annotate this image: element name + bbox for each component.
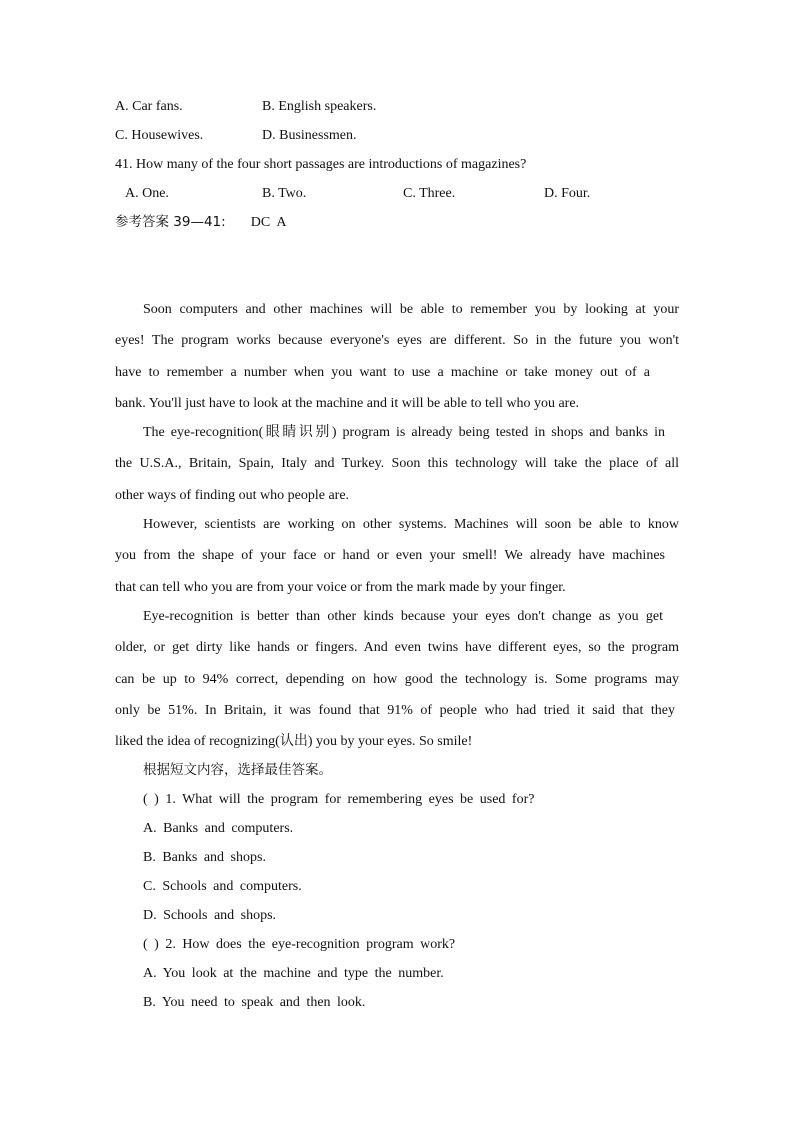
instruction: 根据短文内容，选择最佳答案。 — [143, 762, 332, 778]
passage-p3-line2: you from the shape of your face or hand or even your smell! We already have machines — [115, 548, 665, 563]
q2-option-a: A. You look at the machine and type the number. — [143, 966, 444, 981]
q1-option-a: A. Banks and computers. — [143, 821, 294, 836]
answer-key-value: DC A — [250, 215, 287, 230]
passage-p4-line4: only be 51%. In Britain, it was found that 91% of people who had tried it said that they — [115, 703, 675, 718]
passage-p1-line3: have to remember a number when you want to use a machine or take money out of a — [115, 365, 650, 380]
q41-option-b: B. Two. — [262, 186, 307, 201]
q1-option-c: C. Schools and computers. — [143, 879, 302, 894]
q40-option-d: D. Businessmen. — [262, 128, 357, 143]
q40-option-a: A. Car fans. — [115, 99, 183, 114]
q41-stem: 41. How many of the four short passages are introductions of magazines? — [115, 157, 527, 172]
q1-option-b: B. Banks and shops. — [143, 850, 266, 865]
q41-option-a: A. One. — [125, 186, 169, 201]
q41-option-d: D. Four. — [544, 186, 591, 201]
passage-p3-line1: However, scientists are working on other systems. Machines will soon be able to know — [143, 517, 679, 532]
passage-p4-line3: can be up to 94% correct, depending on how good the technology is. Some programs may — [115, 672, 679, 687]
passage-p2-line2: the U.S.A., Britain, Spain, Italy and Turkey. Soon this technology will take the place of all — [115, 456, 679, 471]
passage-p1-line4: bank. You'll just have to look at the machine and it will be able to tell who you are. — [115, 396, 580, 411]
q40-option-c: C. Housewives. — [115, 128, 204, 143]
passage-p4-line5: liked the idea of recognizing(认出) you by your eyes. So smile! — [115, 734, 473, 749]
passage-p3-line3: that can tell who you are from your voice or from the mark made by your finger. — [115, 580, 566, 595]
q41-option-c: C. Three. — [403, 186, 456, 201]
q40-option-b: B. English speakers. — [262, 99, 377, 114]
q2-option-b: B. You need to speak and then look. — [143, 995, 366, 1010]
q1-option-d: D. Schools and shops. — [143, 908, 277, 923]
passage-p4-line2: older, or get dirty like hands or fingers. And even twins have different eyes, so the program — [115, 640, 679, 655]
answer-key — [115, 216, 287, 230]
q2-stem: ( ) 2. How does the eye-recognition program work? — [143, 937, 456, 952]
passage-p1-line1: Soon computers and other machines will be able to remember you by looking at your — [143, 302, 679, 317]
passage-p1-line2: eyes! The program works because everyone's eyes are different. So in the future you won't — [115, 333, 679, 348]
passage-p2-line3: other ways of finding out who people are. — [115, 488, 350, 503]
q1-stem: ( ) 1. What will the program for remembering eyes be used for? — [143, 792, 535, 807]
answer-key-label: 参考答案 39—41: — [115, 214, 226, 230]
passage-p2-line1: The eye-recognition(眼睛识别) program is already being tested in shops and banks in — [143, 425, 665, 440]
passage-p4-line1: Eye-recognition is better than other kinds because your eyes don't change as you get — [143, 609, 663, 624]
